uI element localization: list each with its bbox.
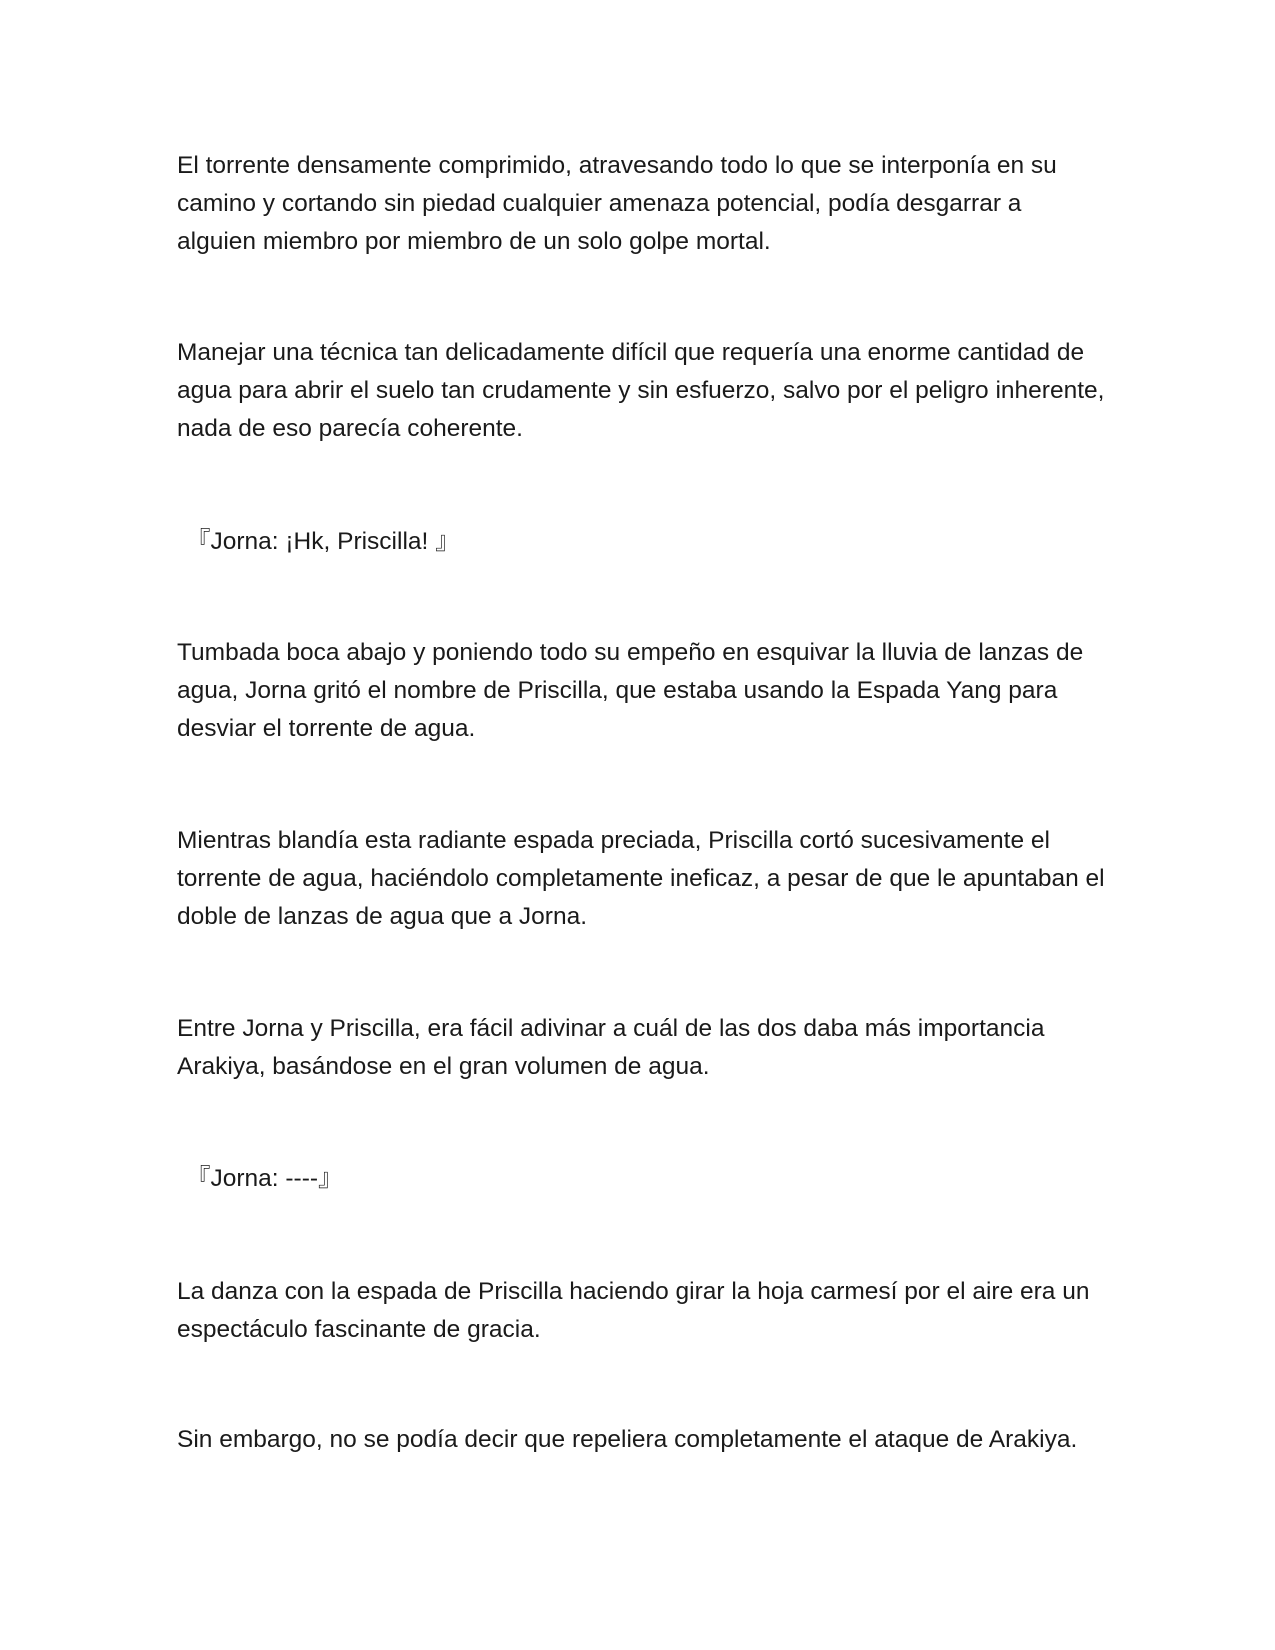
dialogue-jorna-shout: 『Jorna: ¡Hk, Priscilla! 』 — [186, 528, 460, 555]
paragraph-sword-dance: La danza con la espada de Priscilla haciendo girar la hoja carmesí por el aire era un espectáculo fascinante de gracia. — [177, 1278, 1090, 1343]
paragraph-technique: Manejar una técnica tan delicadamente difícil que requería una enorme cantidad de agua para abrir el suelo tan crudamente y sin esfuerzo, salvo por el peligro inherente, nada de eso parecía coherente. — [177, 339, 1105, 442]
paragraph-jorna-dodging: Tumbada boca abajo y poniendo todo su empeño en esquivar la lluvia de lanzas de agua, Jorna gritó el nombre de Priscilla, que estaba usando la Espada Yang para desviar el torrente de agua. — [177, 639, 1084, 742]
paragraph-torrent-description: El torrente densamente comprimido, atravesando todo lo que se interponía en su camino y cortando sin piedad cualquier amenaza potencial, podía desgarrar a alguien miembro por miembro de un solo golpe mortal. — [177, 152, 1057, 255]
paragraph-priscilla-cutting: Mientras blandía esta radiante espada preciada, Priscilla cortó sucesivamente el torrente de agua, haciéndolo completamente ineficaz, a pesar de que le apuntaban el doble de lanzas de agua que a Jorna. — [177, 827, 1105, 930]
paragraph-not-repelled: Sin embargo, no se podía decir que repeliera completamente el ataque de Arakiya. — [177, 1426, 1078, 1453]
paragraph-arakiya-priority: Entre Jorna y Priscilla, era fácil adivinar a cuál de las dos daba más importancia Arakiya, basándose en el gran volumen de agua. — [177, 1015, 1045, 1080]
dialogue-jorna-silence: 『Jorna: ----』 — [186, 1165, 343, 1192]
